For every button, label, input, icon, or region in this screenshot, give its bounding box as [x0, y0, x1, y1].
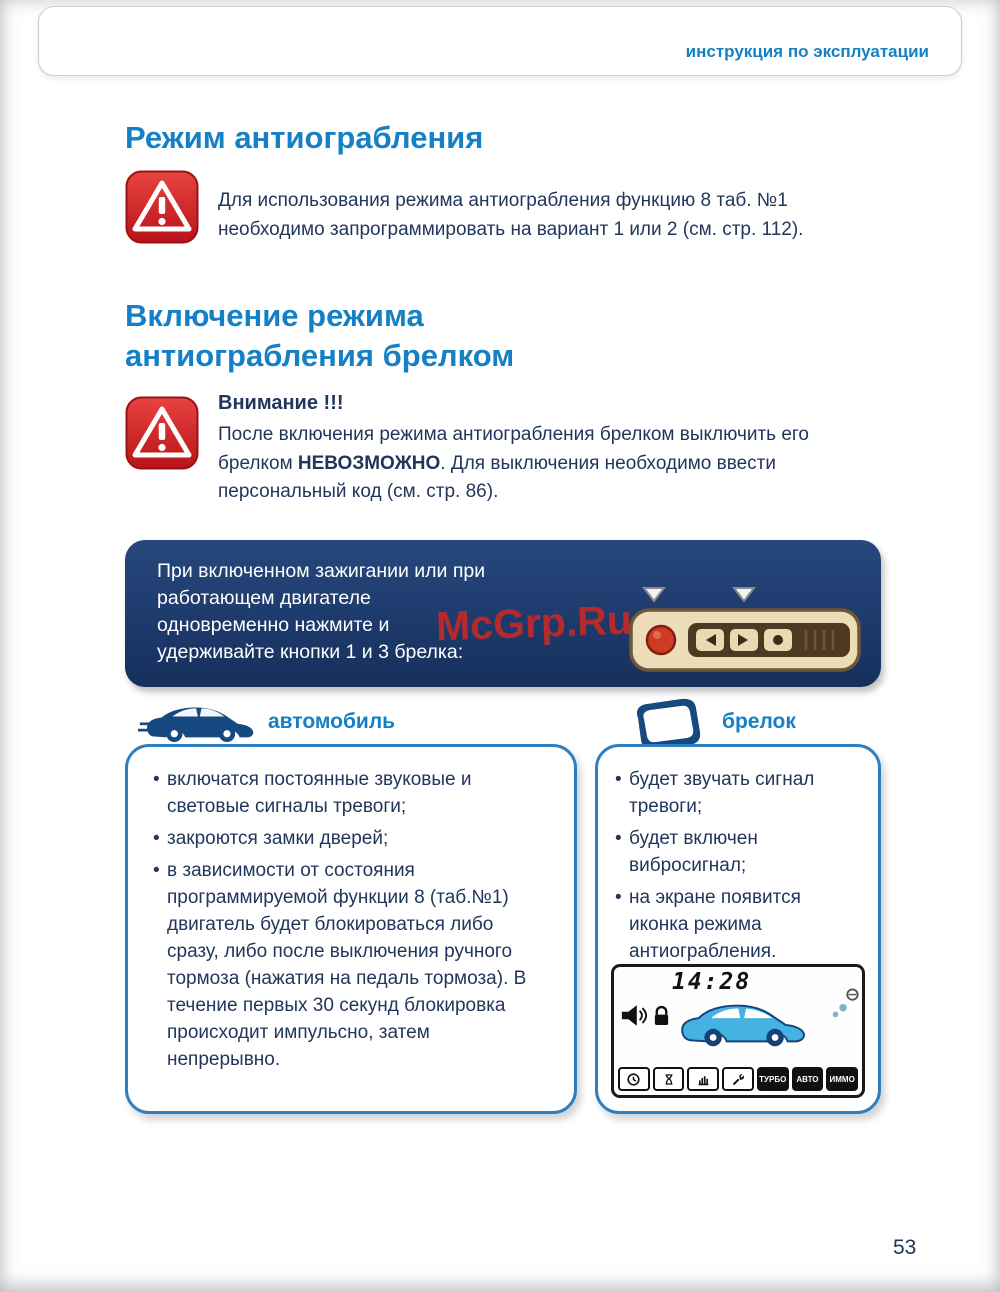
- remote-control-image: [628, 584, 863, 685]
- car-icon: [674, 993, 820, 1058]
- fob-effects-box: [595, 744, 881, 1114]
- lcd-display: [611, 964, 865, 1098]
- page-number: 53: [893, 1236, 917, 1259]
- button1-pointer-icon: [644, 588, 664, 601]
- fob-column-label: брелок: [722, 710, 796, 733]
- hourglass-icon: [653, 1067, 685, 1091]
- wrench-icon: [722, 1067, 754, 1091]
- attention-block: [218, 392, 858, 507]
- car-effects-list: [152, 767, 548, 1074]
- level-bars-icon: [687, 1067, 719, 1091]
- attention-text-post: . Для выключения необходимо ввести персональный код (см. стр. 86).: [218, 452, 776, 502]
- siren-icon: [620, 1003, 648, 1033]
- lcd-time: 14:28: [672, 969, 752, 995]
- list-item: • в зависимости от состояния программируемой функции 8 (таб.№1) двигатель будет блокироваться либо сразу, либо после выключения ручного тормоза (нажатия на педаль тормоза). В течение первых 30 секунд блокировка происходит импульсно, затем непрерывно.: [152, 858, 548, 1074]
- instruction-text: При включенном зажигании или при работающем двигателе одновременно нажмите и удерживайте кнопки 1 и 3 брелка:: [157, 560, 486, 663]
- title-line-1: Включение режима: [125, 298, 424, 333]
- title-line-2: антиограбления брелком: [125, 337, 515, 373]
- watermark: McGrp.Ru: [435, 596, 633, 650]
- warning-triangle-icon: [125, 170, 199, 244]
- attention-heading: Внимание !!!: [218, 392, 344, 414]
- list-item: • включатся постоянные звуковые и световые сигналы тревоги;: [152, 767, 548, 821]
- attention-text: [218, 421, 858, 507]
- button3-pointer-icon: [734, 588, 754, 601]
- warning-triangle-icon: [125, 396, 199, 470]
- list-item: • будет звучать сигнал тревоги;: [614, 767, 860, 821]
- list-item: • закроются замки дверей;: [152, 826, 548, 853]
- car-silhouette-icon: [138, 700, 256, 749]
- lcd-icon-row: [618, 1067, 858, 1091]
- attention-text-pre: После включения режима антиограбления брелком выключить его брелком: [218, 424, 809, 474]
- immo-badge: ИММО: [826, 1067, 858, 1091]
- exhaust-puffs-icon: [828, 983, 860, 1030]
- attention-text-bold: НЕВОЗМОЖНО: [297, 452, 441, 474]
- page-header: [38, 6, 962, 76]
- auto-badge: АВТО: [792, 1067, 824, 1091]
- list-item: • на экране появится иконка режима антиограбления.: [614, 885, 860, 966]
- list-item: • будет включен вибросигнал;: [614, 826, 860, 880]
- section-title-enable: [125, 296, 514, 375]
- lock-icon: [652, 1005, 671, 1033]
- clock-icon: [618, 1067, 650, 1091]
- header-title: инструкция по эксплуатации: [685, 42, 929, 61]
- section-title-antirob: Режим антиограбления: [125, 120, 484, 155]
- car-effects-box: [125, 744, 577, 1114]
- car-column-label: автомобиль: [268, 710, 396, 733]
- fob-effects-list: [614, 767, 860, 966]
- antirob-note-text: Для использования режима антиограбления функцию 8 таб. №1 необходимо запрограммировать на вариант 1 или 2 (см. стр. 112).: [218, 190, 804, 240]
- turbo-badge: ТУРБО: [757, 1067, 789, 1091]
